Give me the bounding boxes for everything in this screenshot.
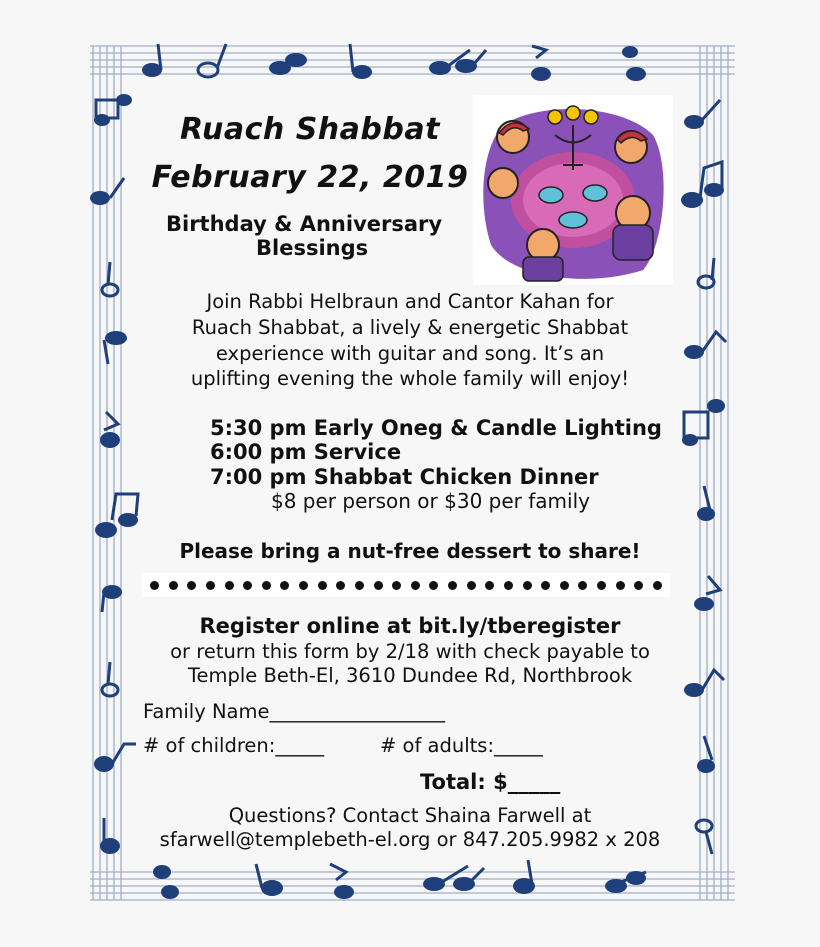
adults-count-field[interactable]: # of adults:_____ <box>380 734 543 757</box>
music-note-icon <box>622 46 646 81</box>
register-heading: Register online at bit.ly/tberegister <box>199 614 621 638</box>
event-title: Ruach Shabbat <box>180 112 440 147</box>
register-line-2: Temple Beth-El, 3610 Dundee Rd, Northbrook <box>187 664 633 687</box>
intro-line-1: Join Rabbi Helbraun and Cantor Kahan for <box>206 290 614 313</box>
family-name-field[interactable]: Family Name__________________ <box>143 700 445 723</box>
dotted-divider <box>142 573 670 597</box>
children-count-field[interactable]: # of children:_____ <box>143 734 325 757</box>
music-note-icon <box>100 412 120 448</box>
total-field[interactable]: Total: $_____ <box>420 770 561 794</box>
music-note-icon <box>95 494 138 538</box>
music-note-icon <box>513 860 535 894</box>
music-note-icon <box>269 53 307 75</box>
subtitle-line-2: Blessings <box>256 236 369 260</box>
subtitle-line-1: Birthday & Anniversary <box>166 212 443 236</box>
music-note-icon <box>682 399 725 446</box>
music-note-icon <box>429 50 486 75</box>
music-note-icon <box>256 864 283 896</box>
dinner-price: $8 per person or $30 per family <box>271 489 590 513</box>
music-note-icon <box>605 871 646 893</box>
dessert-note: Please bring a nut-free dessert to share! <box>179 539 641 563</box>
music-note-icon <box>681 162 724 208</box>
intro-line-3: experience with guitar and song. It’s an <box>215 342 605 365</box>
schedule-item: 7:00 pm Shabbat Chicken Dinner <box>210 465 599 489</box>
music-note-icon <box>350 44 372 79</box>
intro-line-4: uplifting evening the whole family will enjoy! <box>190 367 630 390</box>
music-note-icon <box>330 864 354 899</box>
contact-line-1: Questions? Contact Shaina Farwell at <box>228 804 592 827</box>
schedule-item: 5:30 pm Early Oneg & Candle Lighting <box>210 416 662 440</box>
intro-line-2: Ruach Shabbat, a lively & energetic Shabbat <box>191 316 629 339</box>
event-date: February 22, 2019 <box>151 160 469 195</box>
contact-line-2: sfarwell@templebeth-el.org or 847.205.9982 x 208 <box>159 828 661 851</box>
register-line-1: or return this form by 2/18 with check payable to <box>170 640 650 663</box>
music-note-icon <box>153 865 179 899</box>
music-note-icon <box>102 585 122 612</box>
schedule-item: 6:00 pm Service <box>210 440 402 464</box>
music-note-icon <box>531 46 551 81</box>
